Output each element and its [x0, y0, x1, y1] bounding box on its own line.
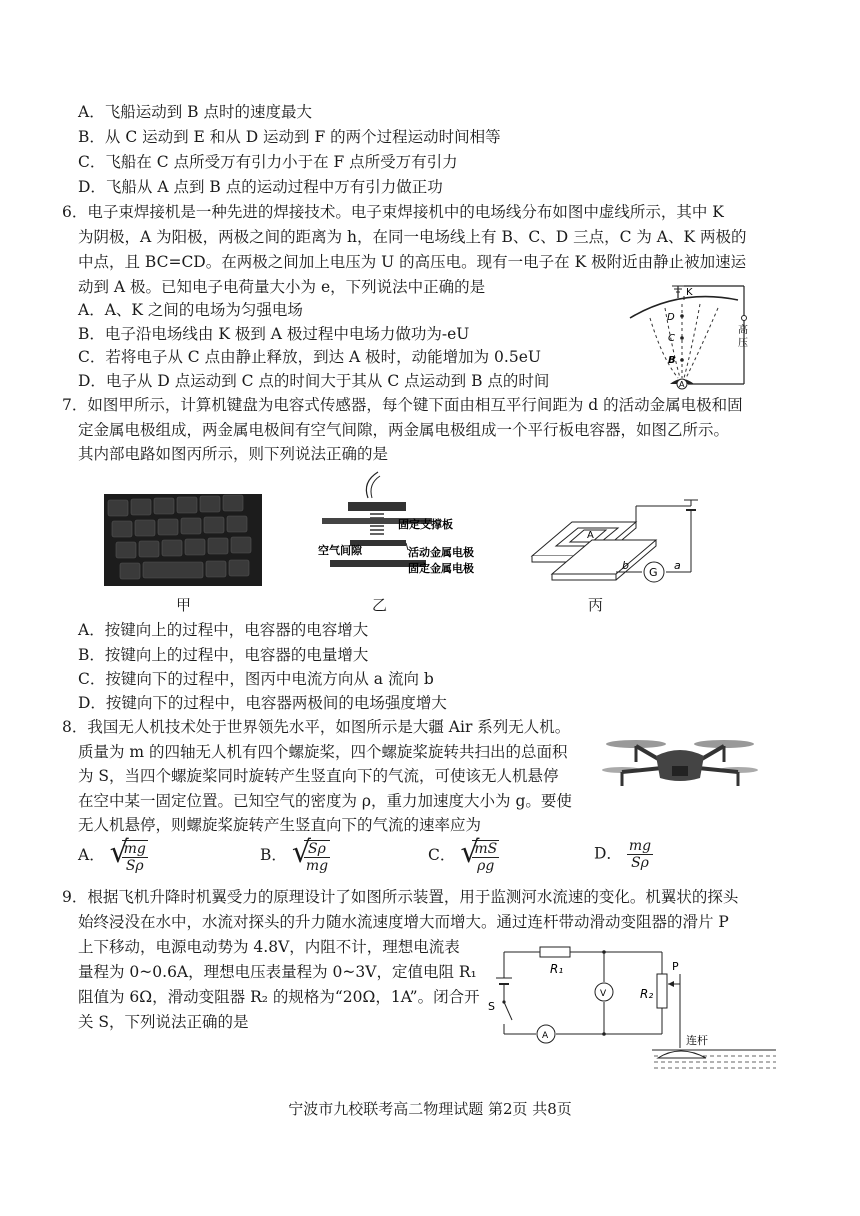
q7-fig-fixed-label: 固定金属电极 [408, 562, 474, 575]
q7-stem-line2: 定金属电极组成，两金属电极间有空气间隙，两金属电极组成一个平行板电容器，如图乙所示。 [78, 421, 730, 439]
q9-fig-rod-label: 连杆 [686, 1034, 708, 1047]
q8-option-b: B． √ $\frac{S\rho}{mg}$ [260, 835, 329, 874]
q7-fig-label-a: a [674, 559, 681, 572]
q5-option-a: A．飞船运动到 B 点时的速度最大 [78, 103, 312, 121]
q7-fig-label-b: b [622, 559, 629, 572]
q8-stem-line4: 在空中某一固定位置。已知空气的密度为 ρ，重力加速度大小为 g。要使 [78, 792, 572, 810]
q6-stem-line3: 中点，且 BC=CD。在两极之间加上电压为 U 的高压电。现有一电子在 K 极附近由静止被加速运 [78, 253, 747, 271]
q5-option-c: C．飞船在 C 点所受万有引力小于在 F 点所受万有引力 [78, 153, 458, 171]
q8-stem-line5: 无人机悬停，则螺旋桨旋转产生竖直向下的气流的速率应为 [78, 816, 482, 834]
q6-fig-label-d: D [667, 312, 675, 323]
q6-fig-label-hv1: 高 [738, 325, 748, 336]
q7-fig-plate-label: A [587, 530, 594, 541]
q8-stem-line3: 为 S，当四个螺旋桨同时旋转产生竖直向下的气流，可使该无人机悬停 [78, 767, 559, 785]
q7-caption-jia: 甲 [176, 596, 192, 614]
q9-fig-voltmeter-label: V [600, 989, 607, 999]
page-footer: 宁波市九校联考高二物理试题 第2页 共8页 [288, 1100, 572, 1118]
q6-option-b: B．电子沿电场线由 K 极到 A 极过程中电场力做功为-eU [78, 325, 470, 343]
q6-stem-line1: 6．电子束焊接机是一种先进的焊接技术。电子束焊接机中的电场线分布如图中虚线所示，其中 K [62, 203, 724, 221]
q7-fig-gap-label: 空气间隙 [318, 544, 362, 557]
q6-stem-line4: 动到 A 极。已知电子电荷量大小为 e，下列说法中正确的是 [78, 278, 486, 296]
q5-option-d: D．飞船从 A 点到 B 点的运动过程中万有引力做正功 [78, 178, 443, 196]
q6-option-a: A．A、K 之间的电场为匀强电场 [78, 301, 303, 319]
q8-stem-line1: 8．我国无人机技术处于世界领先水平，如图所示是大疆 Air 系列无人机。 [62, 718, 571, 736]
q7-fig-galvanometer-label: G [649, 566, 658, 579]
q6-fig-label-a: A [679, 380, 685, 389]
q7-option-b: B．按键向上的过程中，电容器的电量增大 [78, 646, 369, 664]
q6-field-figure [620, 278, 770, 394]
q7-option-c: C．按键向下的过程中，图丙中电流方向从 a 流向 b [78, 670, 434, 688]
q9-stem-line6: 关 S，下列说法正确的是 [78, 1013, 249, 1031]
q8-option-d: D． $\frac{mg}{S\rho}$ [594, 838, 652, 871]
q7-fig-moving-label: 活动金属电极 [408, 546, 474, 559]
q7-option-d: D．按键向下的过程中，电容器两极间的电场强度增大 [78, 694, 447, 712]
q9-stem-line4: 量程为 0~0.6A，理想电压表量程为 0~3V，定值电阻 R₁ [78, 963, 477, 981]
q6-fig-label-hv2: 压 [738, 338, 748, 349]
q9-stem-line5: 阻值为 6Ω，滑动变阻器 R₂ 的规格为“20Ω，1A”。闭合开 [78, 988, 480, 1006]
q9-fig-label-r1: R₁ [550, 962, 564, 976]
q8-option-a: A． √ $\frac{mg}{S\rho}$ [78, 835, 146, 874]
q9-stem-line1: 9．根据飞机升降时机翼受力的原理设计了如图所示装置，用于监测河水流速的变化。机翼状的探头 [62, 888, 739, 906]
q6-fig-label-b: B [668, 355, 676, 366]
q9-stem-line2: 始终浸没在水中，水流对探头的升力随水流速度增大而增大。通过连杆带动滑动变阻器的滑片 P [78, 913, 729, 931]
q9-circuit-figure [486, 940, 776, 1080]
q9-fig-ammeter-label: A [542, 1031, 549, 1041]
q5-option-b: B．从 C 运动到 E 和从 D 运动到 F 的两个过程运动时间相等 [78, 128, 501, 146]
q7-stem-line3: 其内部电路如图丙所示，则下列说法正确的是 [78, 445, 389, 463]
q9-fig-switch-label: S [488, 1000, 495, 1013]
q7-key-structure-figure [316, 468, 506, 588]
q7-option-a: A．按键向上的过程中，电容器的电容增大 [78, 621, 369, 639]
q9-fig-label-p: P [672, 960, 679, 973]
q6-fig-label-k: K [686, 287, 693, 298]
q8-stem-line2: 质量为 m 的四轴无人机有四个螺旋桨，四个螺旋桨旋转共扫出的总面积 [78, 743, 568, 761]
q7-stem-line1: 7．如图甲所示，计算机键盘为电容式传感器，每个键下面由相互平行间距为 d 的活动金属电极和固 [62, 396, 743, 414]
q6-option-d: D．电子从 D 点运动到 C 点的时间大于其从 C 点运动到 B 点的时间 [78, 372, 550, 390]
q6-fig-label-c: C [668, 333, 675, 344]
q6-option-c: C．若将电子从 C 点由静止释放，到达 A 极时，动能增加为 0.5eU [78, 348, 541, 366]
q7-caption-bing: 丙 [588, 596, 604, 614]
q7-circuit-figure [526, 486, 716, 590]
q7-keyboard-photo [104, 494, 262, 586]
q7-fig-support-label: 固定支撑板 [398, 518, 453, 531]
q9-fig-label-r2: R₂ [640, 987, 654, 1001]
q6-stem-line2: 为阴极，A 为阳极，两极之间的距离为 h，在同一电场线上有 B、C、D 三点，C 为 A、K 两极的 [78, 228, 747, 246]
q7-caption-yi: 乙 [372, 596, 388, 614]
q9-stem-line3: 上下移动，电源电动势为 4.8V，内阻不计，理想电流表 [78, 938, 460, 956]
q8-option-c: C． √ $\frac{mS}{\rho g}$ [428, 835, 498, 874]
q8-drone-figure [600, 722, 760, 802]
